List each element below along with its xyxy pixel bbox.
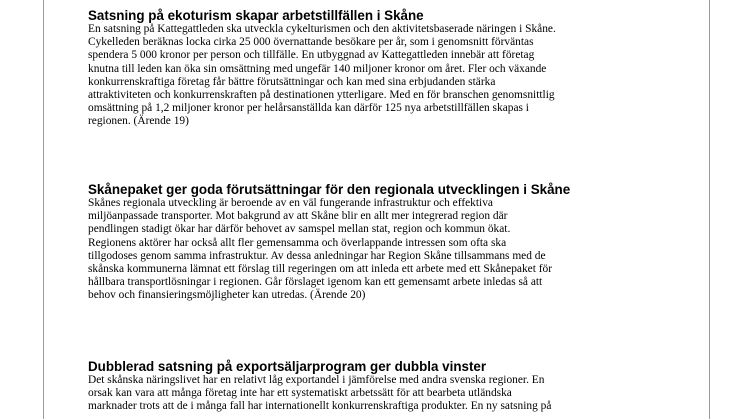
- article-body: [88, 197, 668, 303]
- article-ekoturism: [88, 8, 668, 129]
- body-line: Cykelleden beräknas locka cirka 25 000 övernattande besökare per år, som i genomsnitt förväntas: [88, 36, 534, 49]
- body-line: knutna till leden kan öka sin omsättning med ungefär 140 miljoner kronor om året. Fler och växande: [88, 62, 547, 75]
- body-line: marknader trots att de i många fall har internationellt konkurrenskraftiga produkter. En ny satsning på: [88, 400, 552, 413]
- body-line: hållbara transportlösningar i regionen. Går förslaget igenom kan ett gemensamt arbete inledas så att: [88, 276, 543, 289]
- body-line: Regionens aktörer har också allt fler gemensamma och överlappande intressen som ofta ska: [88, 236, 507, 249]
- body-line: behov och finansieringsmöjligheter kan utredas. (Ärende 20): [88, 289, 366, 302]
- body-line: miljöanpassade transporter. Mot bakgrund av att Skåne blir en allt mer integrerad region där: [88, 210, 508, 223]
- body-line: spendera 5 000 kronor per person och tillfälle. En utbyggnad av Kattegattleden innebär att företag: [88, 49, 535, 62]
- body-line: omsättning på 1,2 miljoner kronor per helårsanställda kan därför 125 nya arbetstillfällen skapas i: [88, 102, 529, 115]
- body-line: skånska kommunerna lämnat ett förslag till regeringen om att inleda ett arbete med ett Skånepaket för: [88, 263, 553, 276]
- body-line: En satsning på Kattegattleden ska utveckla cykelturismen och den aktivitetsbaserade näringen i Skåne.: [88, 23, 556, 35]
- body-line: Skånes regionala utveckling är beroende av en väl fungerande infrastruktur och effektiva: [88, 197, 493, 209]
- article-body: [88, 23, 668, 129]
- article-body: [88, 374, 668, 414]
- body-line: regionen. (Ärende 19): [88, 115, 189, 128]
- article-skanepaket: [88, 182, 668, 303]
- article-title: Skånepaket ger goda förutsättningar för den regionala utvecklingen i Skåne: [88, 182, 571, 197]
- article-exportsaljarprogram: [88, 359, 668, 414]
- article-title: Satsning på ekoturism skapar arbetstillfällen i Skåne: [88, 8, 424, 23]
- body-line: orsak kan vara att många företag inte har ett systematiskt arbetssätt för att bearbeta utländska: [88, 387, 512, 400]
- body-line: tillgodoses genom samma infrastruktur. Av dessa anledningar har Region Skåne tillsammans med de: [88, 249, 546, 262]
- body-line: Det skånska näringslivet har en relativt låg exportandel i jämförelse med andra svenska regioner. En: [88, 374, 545, 386]
- article-title: Dubblerad satsning på exportsäljarprogram ger dubbla vinster: [88, 359, 487, 374]
- body-line: konkurrenskraftiga företag får bättre förutsättningar och kan med sina erbjudanden stärka: [88, 75, 496, 88]
- body-line: pendlingen stadigt ökar har därför behovet av samspel mellan stat, region och kommun ökat.: [88, 223, 511, 236]
- body-line: attraktiviteten och konkurrenskraften på destinationen ytterligare. Med en för branschen genomsnittlig: [88, 89, 555, 102]
